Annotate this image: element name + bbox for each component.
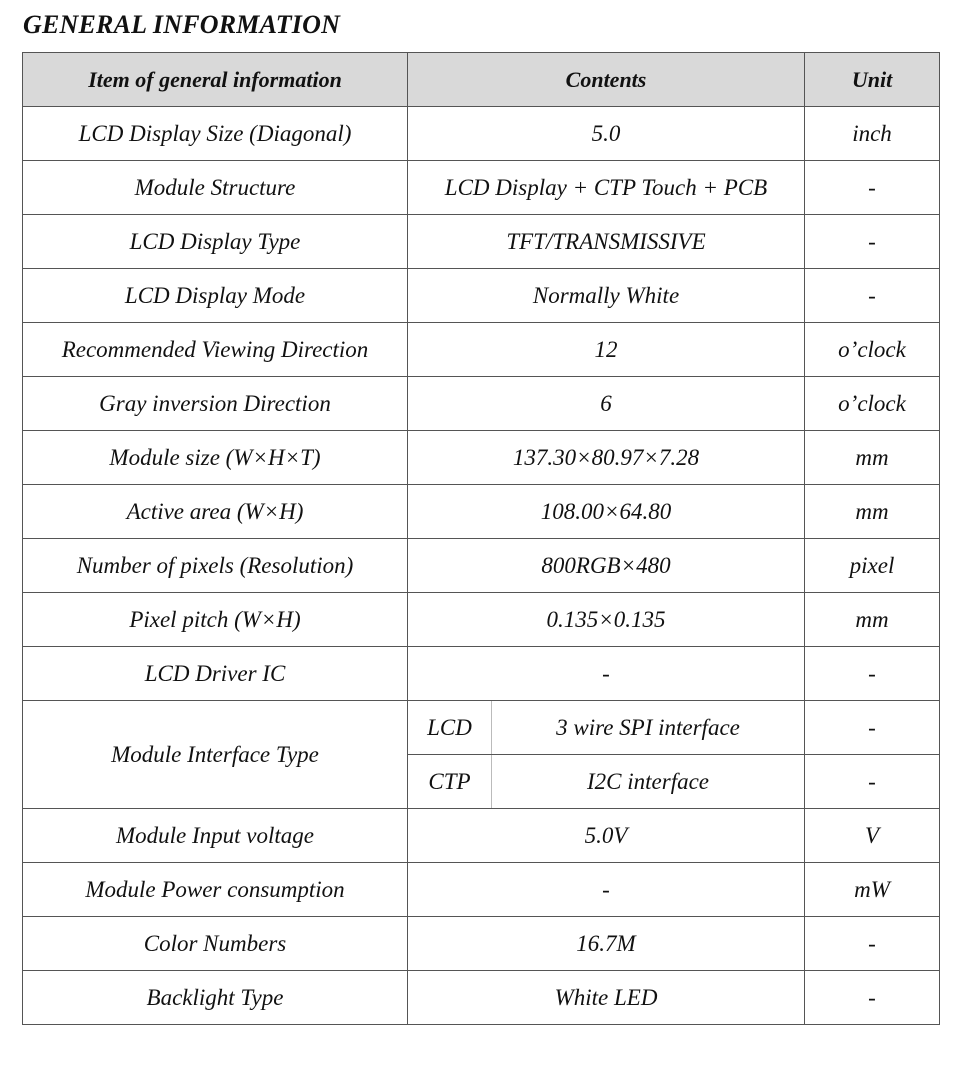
interface-sub-label: CTP xyxy=(408,755,492,809)
unit-cell: - xyxy=(805,161,940,215)
table-row xyxy=(23,971,940,1025)
unit-cell: mm xyxy=(805,485,940,539)
table-row xyxy=(23,431,940,485)
unit-cell: V xyxy=(805,809,940,863)
item-cell: Active area (W×H) xyxy=(23,485,408,539)
unit-cell: o’clock xyxy=(805,377,940,431)
contents-cell: 137.30×80.97×7.28 xyxy=(408,431,805,485)
unit-cell: mm xyxy=(805,431,940,485)
table-header-row xyxy=(23,53,940,107)
header-unit: Unit xyxy=(805,53,940,107)
table-row xyxy=(23,269,940,323)
table-row xyxy=(23,377,940,431)
item-cell-interface: Module Interface Type xyxy=(23,701,408,809)
unit-cell: mW xyxy=(805,863,940,917)
item-cell: Number of pixels (Resolution) xyxy=(23,539,408,593)
item-cell: LCD Display Type xyxy=(23,215,408,269)
unit-cell: - xyxy=(805,269,940,323)
contents-cell: 108.00×64.80 xyxy=(408,485,805,539)
item-cell: Color Numbers xyxy=(23,917,408,971)
contents-cell: TFT/TRANSMISSIVE xyxy=(408,215,805,269)
contents-cell: 5.0V xyxy=(408,809,805,863)
unit-cell: - xyxy=(805,647,940,701)
item-cell: Module size (W×H×T) xyxy=(23,431,408,485)
item-cell: LCD Display Size (Diagonal) xyxy=(23,107,408,161)
table-row xyxy=(23,485,940,539)
contents-cell: 6 xyxy=(408,377,805,431)
unit-cell: - xyxy=(805,917,940,971)
header-contents: Contents xyxy=(408,53,805,107)
item-cell: Module Power consumption xyxy=(23,863,408,917)
table-row xyxy=(23,863,940,917)
contents-cell: 0.135×0.135 xyxy=(408,593,805,647)
unit-cell: mm xyxy=(805,593,940,647)
item-cell: Module Structure xyxy=(23,161,408,215)
table-row xyxy=(23,647,940,701)
unit-cell: - xyxy=(805,755,940,809)
unit-cell: inch xyxy=(805,107,940,161)
contents-cell: 3 wire SPI interface xyxy=(492,701,805,755)
table-row xyxy=(23,323,940,377)
contents-cell: 12 xyxy=(408,323,805,377)
table-row xyxy=(23,539,940,593)
unit-cell: pixel xyxy=(805,539,940,593)
contents-cell: - xyxy=(408,863,805,917)
contents-cell: I2C interface xyxy=(492,755,805,809)
table-row xyxy=(23,917,940,971)
contents-cell: 5.0 xyxy=(408,107,805,161)
item-cell: Gray inversion Direction xyxy=(23,377,408,431)
header-item: Item of general information xyxy=(23,53,408,107)
table-row xyxy=(23,161,940,215)
contents-cell: - xyxy=(408,647,805,701)
interface-sub-label: LCD xyxy=(408,701,492,755)
unit-cell: - xyxy=(805,701,940,755)
table-row xyxy=(23,107,940,161)
contents-cell: White LED xyxy=(408,971,805,1025)
item-cell: LCD Display Mode xyxy=(23,269,408,323)
unit-cell: - xyxy=(805,971,940,1025)
item-cell: Pixel pitch (W×H) xyxy=(23,593,408,647)
item-cell: Recommended Viewing Direction xyxy=(23,323,408,377)
item-cell: Backlight Type xyxy=(23,971,408,1025)
item-cell: LCD Driver IC xyxy=(23,647,408,701)
table-row xyxy=(23,593,940,647)
table-row-interface-lcd xyxy=(23,701,940,755)
contents-cell: 800RGB×480 xyxy=(408,539,805,593)
table-row xyxy=(23,809,940,863)
contents-cell: LCD Display + CTP Touch + PCB xyxy=(408,161,805,215)
item-cell: Module Input voltage xyxy=(23,809,408,863)
page-title: GENERAL INFORMATION xyxy=(23,10,341,39)
unit-cell: o’clock xyxy=(805,323,940,377)
general-information-table xyxy=(22,52,940,1025)
table-row xyxy=(23,215,940,269)
contents-cell: Normally White xyxy=(408,269,805,323)
unit-cell: - xyxy=(805,215,940,269)
contents-cell: 16.7M xyxy=(408,917,805,971)
